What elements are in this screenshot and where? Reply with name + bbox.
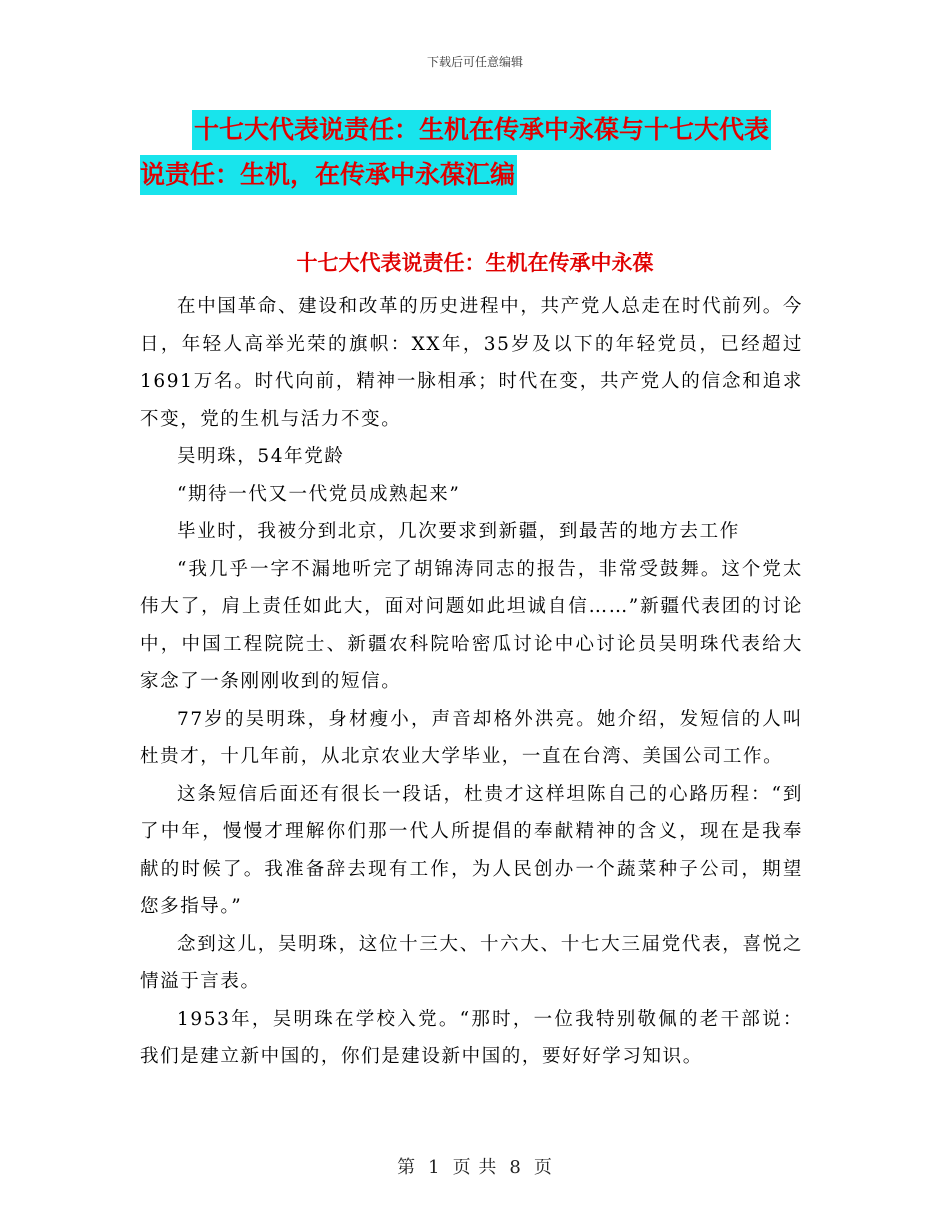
section-title: 十七大代表说责任：生机在传承中永葆 — [296, 251, 654, 275]
paragraph: 在中国革命、建设和改革的历史进程中，共产党人总走在时代前列。今日，年轻人高举光荣的旗帜：XX年，35岁及以下的年轻党员，已经超过1691万名。时代向前，精神一脉相承；时代在变，共产党人的信念和追求不变，党的生机与活力不变。 — [140, 296, 803, 430]
paragraph: 吴明珠，54年党龄 — [177, 446, 345, 467]
paragraph: 念到这儿，吴明珠，这位十三大、十六大、十七大三届党代表，喜悦之情溢于言表。 — [140, 933, 803, 992]
page-current: 1 — [428, 1157, 441, 1178]
paragraph: “我几乎一字不漏地听完了胡锦涛同志的报告，非常受鼓舞。这个党太伟大了，肩上责任如此大，面对问题如此坦诚自信……”新疆代表团的讨论中，中国工程院院士、新疆农科院哈密瓜讨论中心讨论员吴明珠代表给大家念了一条刚刚收到的短信。 — [140, 558, 803, 692]
paragraph: 这条短信后面还有很长一段话，杜贵才这样坦陈自己的心路历程：“到了中年，慢慢才理解你们那一代人所提倡的奉献精神的含义，现在是我奉献的时候了。我准备辞去现有工作，为人民创办一个蔬菜种子公司，期望您多指导。” — [140, 783, 803, 917]
paragraph: 77岁的吴明珠，身材瘦小，声音却格外洪亮。她介绍，发短信的人叫杜贵才，十几年前，从北京农业大学毕业，一直在台湾、美国公司工作。 — [140, 708, 803, 767]
page-number-footer — [0, 1153, 950, 1179]
page-total: 8 — [509, 1157, 522, 1178]
paragraph: “期待一代又一代党员成熟起来” — [177, 483, 461, 505]
header-note: 下载后可任意编辑 — [426, 55, 523, 69]
main-title-line-1: 十七大代表说责任：生机在传承中永葆与十七大代表 — [192, 110, 771, 150]
paragraph: 毕业时，我被分到北京，几次要求到新疆，到最苦的地方去工作 — [177, 521, 740, 542]
page-label-suffix: 页 — [533, 1157, 553, 1178]
paragraph: 1953年，吴明珠在学校入党。“那时，一位我特别敬佩的老干部说：我们是建立新中国的，你们是建设新中国的，要好好学习知识。 — [140, 1008, 803, 1067]
page-label-prefix: 第 — [397, 1157, 417, 1178]
main-title-line-2: 说责任：生机，在传承中永葆汇编 — [140, 155, 517, 195]
page-label-middle: 页 共 — [452, 1157, 498, 1178]
article-body — [140, 288, 803, 1076]
